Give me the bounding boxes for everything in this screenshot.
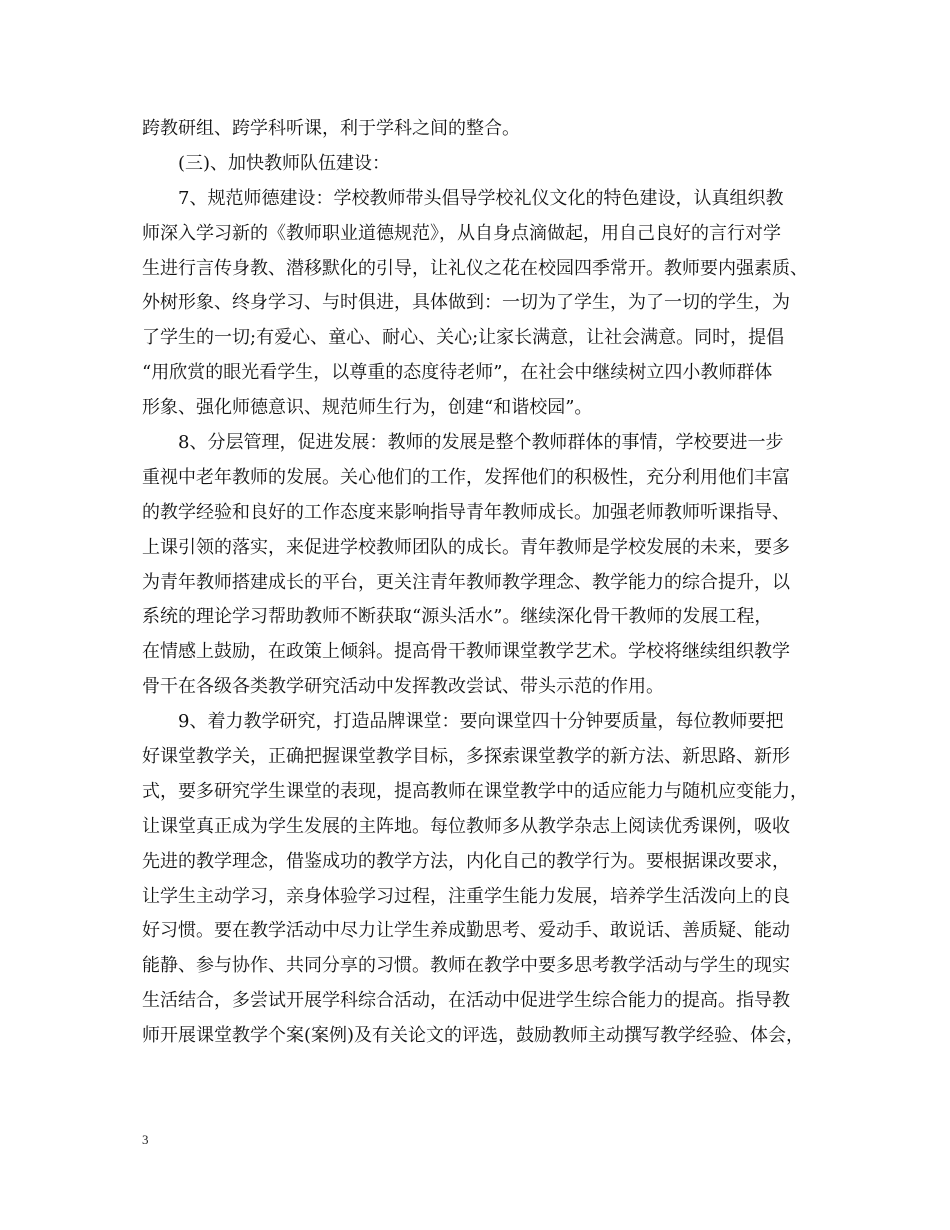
text-line: 了学生的一切;有爱心、童心、耐心、关心;让家长满意，让社会满意。同时，提倡	[142, 327, 785, 349]
text-line: 生活结合，多尝试开展学科综合活动，在活动中促进学生综合能力的提高。指导教	[142, 990, 790, 1012]
text-line: 在情感上鼓励，在政策上倾斜。提高骨干教师课堂教学艺术。学校将继续组织教学	[142, 641, 790, 663]
text-line: 骨干在各级各类教学研究活动中发挥教改尝试、带头示范的作用。	[142, 676, 664, 698]
text-line: 好习惯。要在教学活动中尽力让学生养成勤思考、爱动手、敢说话、善质疑、能动	[142, 920, 790, 942]
text-line: 让课堂真正成为学生发展的主阵地。每位教师多从教学杂志上阅读优秀课例，吸收	[142, 815, 790, 837]
text-line: 跨教研组、跨学科听课，利于学科之间的整合。	[142, 118, 520, 139]
text-line: 师深入学习新的《教师职业道德规范》，从自身点滴做起，用自己良好的言行对学	[142, 222, 781, 244]
text-line: 能静、参与协作、共同分享的习惯。教师在教学中要多思考教学活动与学生的现实	[142, 955, 790, 977]
text-line: 为青年教师搭建成长的平台，更关注青年教师教学理念、教学能力的综合提升，以	[142, 571, 790, 593]
text-line: 9、着力教学研究，打造品牌课堂：要向课堂四十分钟要质量，每位教师要把	[178, 711, 784, 733]
body-text	[142, 112, 808, 1054]
text-line: 的教学经验和良好的工作态度来影响指导青年教师成长。加强老师教师听课指导、	[142, 501, 790, 523]
text-line: 先进的教学理念，借鉴成功的教学方法，内化自己的教学行为。要根据课改要求，	[142, 850, 790, 872]
page-number: 3	[142, 1132, 149, 1147]
text-line: 8、分层管理，促进发展：教师的发展是整个教师群体的事情，学校要进一步	[178, 432, 784, 454]
text-line: 好课堂教学关，正确把握课堂教学目标，多探索课堂教学的新方法、新思路、新形	[142, 746, 790, 768]
text-line: 生进行言传身教、潜移默化的引导，让礼仪之花在校园四季常开。教师要内强素质、	[142, 257, 808, 279]
text-line: 形象、强化师德意识、规范师生行为，创建“和谐校园”。	[142, 397, 593, 419]
text-line: 系统的理论学习帮助教师不断获取“源头活水”。继续深化骨干教师的发展工程，	[142, 606, 773, 628]
text-line: “用欣赏的眼光看学生，以尊重的态度待老师”，在社会中继续树立四小教师群体	[142, 362, 773, 384]
text-line: 上课引领的落实，来促进学校教师团队的成长。青年教师是学校发展的未来，要多	[142, 536, 790, 558]
text-line: 外树形象、终身学习、与时俱进，具体做到：一切为了学生，为了一切的学生，为	[142, 292, 790, 314]
text-line: 7、规范师德建设：学校教师带头倡导学校礼仪文化的特色建设，认真组织教	[178, 187, 784, 209]
text-line: 让学生主动学习，亲身体验学习过程，注重学生能力发展，培养学生活泼向上的良	[142, 885, 790, 907]
text-line: (三)、加快教师队伍建设：	[178, 152, 391, 174]
text-line: 重视中老年教师的发展。关心他们的工作，发挥他们的积极性，充分利用他们丰富	[142, 466, 790, 488]
text-line: 式，要多研究学生课堂的表现，提高教师在课堂教学中的适应能力与随机应变能力，	[142, 780, 808, 802]
text-line: 师开展课堂教学个案(案例)及有关论文的评选，鼓励教师主动撰写教学经验、体会，	[142, 1025, 805, 1047]
